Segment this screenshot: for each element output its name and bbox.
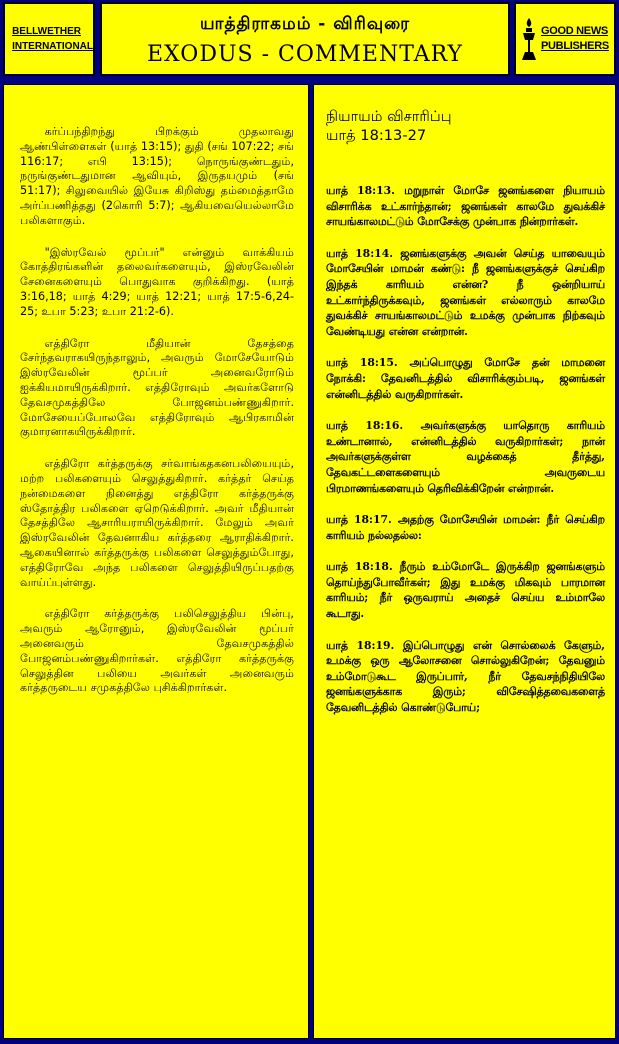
- logo-left-line2: INTERNATIONAL: [12, 41, 93, 52]
- section-title: நியாயம் விசாரிப்பு: [326, 108, 452, 125]
- title-english: EXODUS - COMMENTARY: [146, 42, 464, 67]
- commentary-paragraph: "இஸ்ரவேல் மூப்பர்" என்னும் வாக்கியம் கோத்திரங்களின் தலைவர்களையும், இஸ்ரவேலின் சேனைகளையும் பொதுவாக குறிக்கிறது. (யாத் 3:16,18; யாத் 4:29; யாத் 12:21; யாத் 17:5-6,24-25; உபா 5:23; உபா 21:2-6).: [20, 245, 294, 318]
- page-header: [0, 0, 619, 80]
- title-box: [100, 2, 510, 76]
- verse-block: யாத் 18:15. அப்பொழுது மோசே தன் மாமனை நோக்கி: தேவனிடத்தில் விசாரிக்கும்படி, ஜனங்கள் என்னிடத்தில் வருகிறார்கள்.: [326, 356, 605, 401]
- commentary-paragraph: எத்திரோ கர்த்தருக்கு சர்வாங்கதகனபலியையும், மற்ற பலிகளையும் செலுத்துகிறார். கர்த்தர் செய்த நன்மைகளை நினைத்து எத்திரோ கர்த்தருக்கு ஸ்தோத்திர பலிகளை ஏறெடுக்கிறார். அவர் மீதியான் தேசத்திலே ஆசாரியராயிருக்கிறார். மேலும் அவர் இஸ்ரவேலின் தேவனாகிய கர்த்தரை ஆராதிக்கிறார். ஆகையினால் கர்த்தருக்கு பலிகளை செலுத்தும்போது, எத்திரோவே அந்த பலிகளை செலுத்தியிருப்பதற்கு வாய்ப்புள்ளது.: [20, 457, 294, 589]
- verse-block: யாத் 18:14. ஜனங்களுக்கு அவன் செய்த யாவையும் மோசேயின் மாமன் கண்டு: நீ ஜனங்களுக்குச் செய்கிற இந்தக் காரியம் என்ன? நீ ஒன்றியாய் உட்கார்ந்திருக்கவும், ஜனங்கள் எல்லாரும் காலமே துவக்கிச் சாயங்காலமட்டும் உமக்கு முன்பாக நிற்கவும் வேண்டியது என்ன என்றான்.: [326, 246, 605, 338]
- logo-left-line1: BELLWETHER: [12, 26, 81, 37]
- verse-block: யாத் 18:16. அவர்களுக்கு யாதொரு காரியம் உண்டானால், என்னிடத்தில் வருகிறார்கள்; நான் அவர்களுக்குள்ள வழக்கைத் தீர்த்து, தேவகட்டளைகளையும் அவருடைய பிரமாணங்களையும் தெரிவிக்கிறேன் என்றான்.: [326, 419, 605, 495]
- commentary-paragraph: எத்திரோ மீதியான் தேசத்தை சேர்ந்தவராகயிருந்தாலும், அவரும் மோசேயோடும் இஸ்ரவேலின் மூப்பர் அனைவரோடும் ஐக்கியமாயிருக்கிறார். எத்திரோவும் அவர்களோடு தேவசமுகத்திலே போஜனம்பண்ணுகிறார். மோசேயைப்போலவே எத்திரோவும் ஆபிரகாமின் குமாரனாகயிருக்கிறார்.: [20, 336, 294, 439]
- verse-block: யாத் 18:19. இப்பொழுது என் சொல்லைக் கேளும், உமக்கு ஒரு ஆலோசனை சொல்லுகிறேன்; தேவனும் உம்மோடுகூட இருப்பார், நீர் தேவசந்நிதியிலே ஜனங்களுக்காக இரும்; விசேஷித்தவைகளைத் தேவனிடத்தில் கொண்டுபோய்;: [326, 638, 605, 715]
- commentary-column: [3, 84, 309, 1039]
- bellwether-logo: [3, 2, 95, 76]
- verse-block: யாத் 18:13. மறுநாள் மோசே ஜனங்களை நியாயம் விசாரிக்க உட்கார்ந்தான்; ஜனங்கள் காலமே துவக்கிச் சாயங்காலமட்டும் மோசேக்கு முன்பாக நின்றார்கள்.: [326, 184, 605, 229]
- section-reference: யாத் 18:13-27: [326, 127, 427, 144]
- lamp-icon: [520, 16, 538, 62]
- verse-block: யாத் 18:17. அதற்கு மோசேயின் மாமன்: நீர் செய்கிற காரியம் நல்லதல்ல:: [326, 513, 605, 542]
- logo-right-line2: PUBLISHERS: [541, 40, 609, 52]
- section-heading: [326, 107, 605, 145]
- good-news-publishers-logo: [514, 2, 616, 76]
- logo-right-line1: GOOD NEWS: [541, 25, 608, 37]
- commentary-paragraph: எத்திரோ கர்த்தருக்கு பலிசெலுத்திய பின்பு, அவரும் ஆரோனும், இஸ்ரவேலின் மூப்பர் அனைவரும் தேவசமுகத்தில் போஜனம்பண்ணுகிறார்கள். எத்திரோ கர்த்தருக்கு செலுத்தின பலியை அவர்கள் அனைவரும் கர்த்தருடைய சமுகத்திலே புசிக்கிறார்கள்.: [20, 607, 294, 695]
- commentary-paragraph: கர்ப்பந்திறந்து பிறக்கும் முதலாவது ஆண்பிள்ளைகள் (யாத் 13:15); துதி (சங் 107:22; சங் 116:17; எபி 13:15); நொருங்குண்டதும், நருங்குண்டதுமான ஆவியும், இருதயமும் (சங் 51:17); சிலுவையில் இயேசு கிறிஸ்து தம்மைத்தாமே அர்ப்பணித்தது (2கொரி 5:7); ஆகியவையெல்லாமே பலிகளாகும்.: [20, 125, 294, 227]
- title-tamil: யாத்திராகமம் - விரிவுரை: [200, 14, 410, 34]
- verse-block: யாத் 18:18. நீரும் உம்மோடே இருக்கிற ஜனங்களும் தொய்ந்துபோவீர்கள்; இது உமக்கு மிகவும் பாரமான காரியம்; நீர் ஒருவராய் அதைச் செய்ய உம்மாலே கூடாது.: [326, 560, 605, 621]
- scripture-column: [313, 84, 616, 1039]
